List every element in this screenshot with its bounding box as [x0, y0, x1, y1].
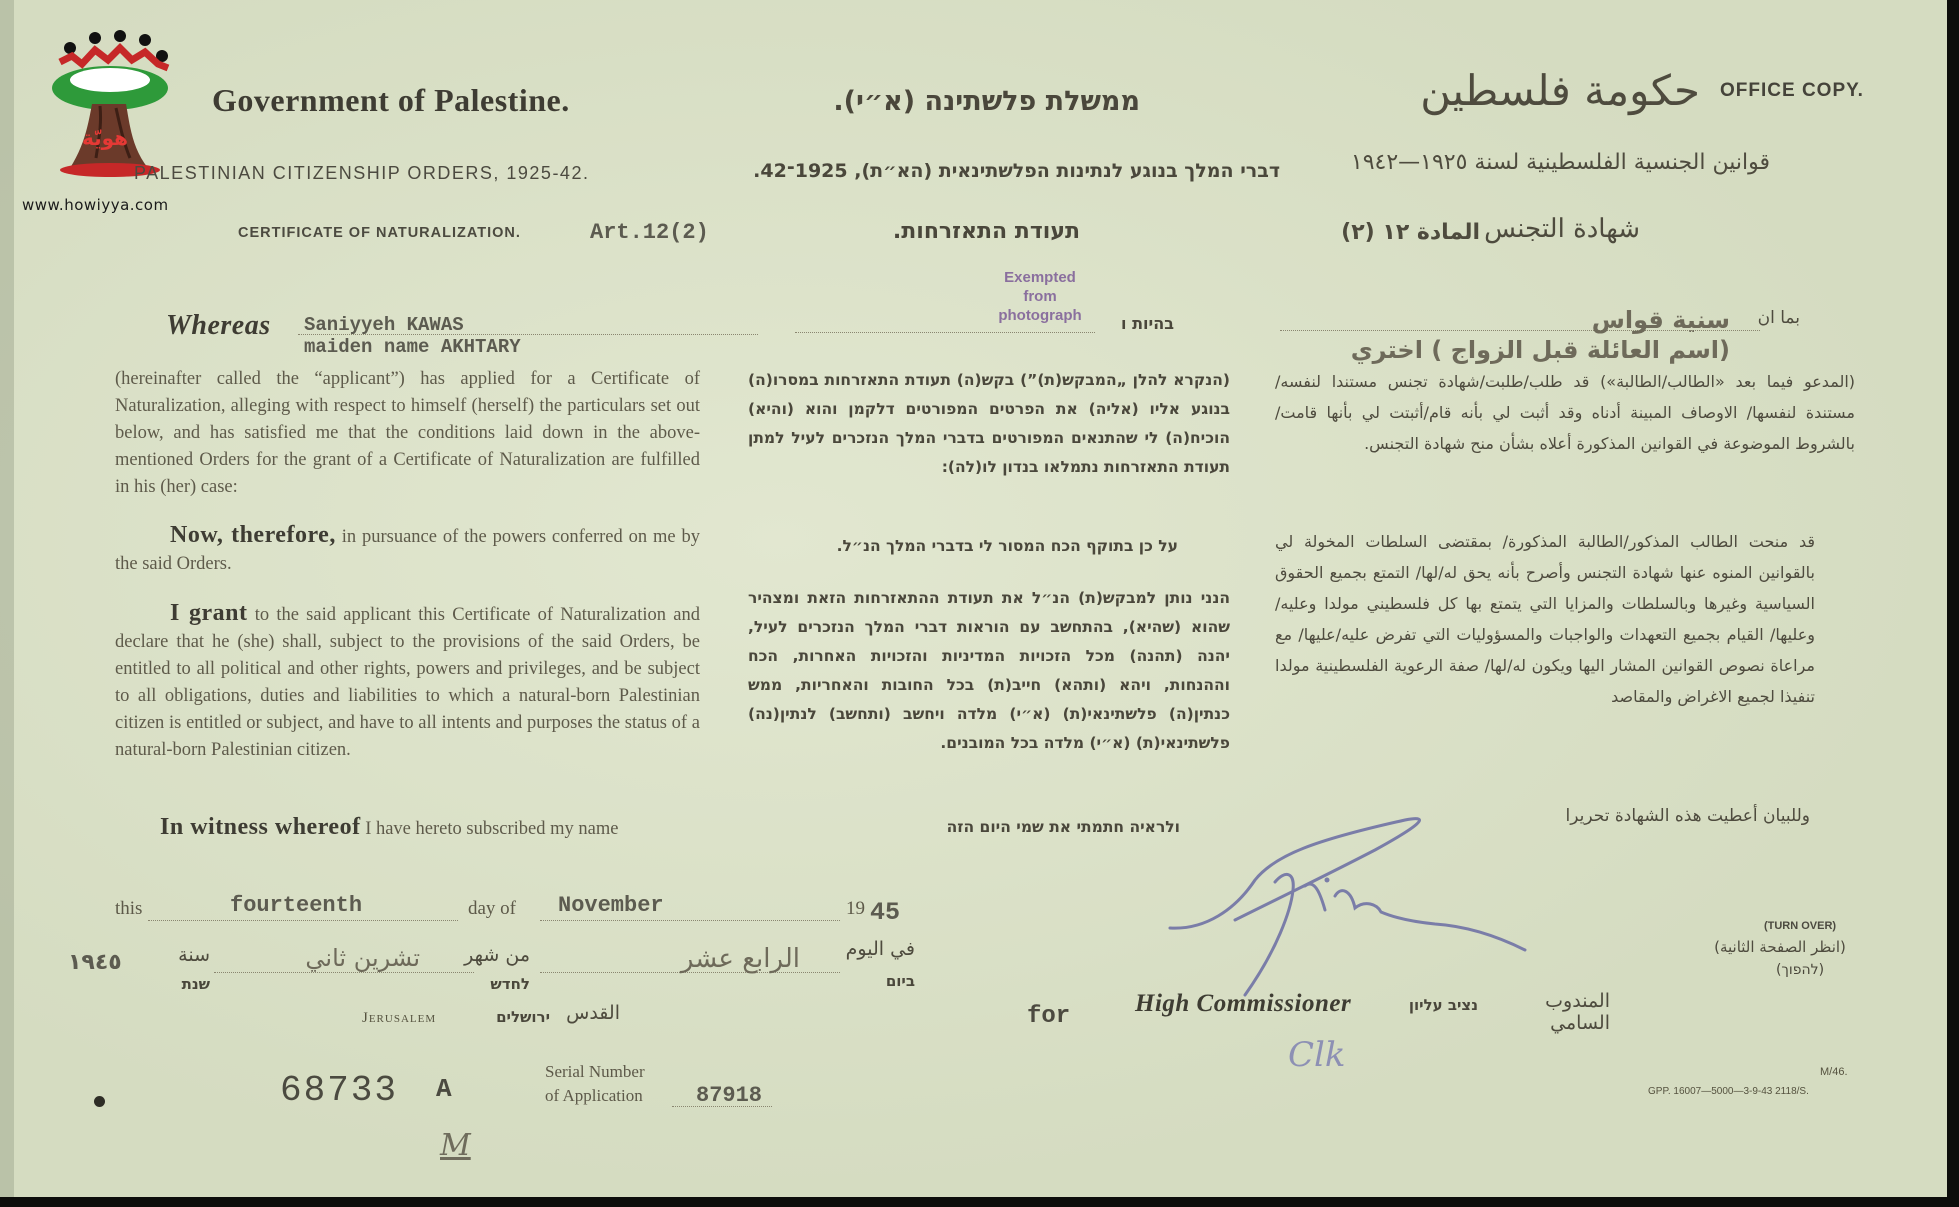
hebrew-whereas: בהיות ו: [1121, 314, 1174, 333]
title-arabic: حكومة فلسطين: [1420, 66, 1700, 115]
hebrew-paragraph-4: ולראיה חתמתי את שמי היום הזה: [946, 818, 1180, 836]
applicant-name: Saniyyeh KAWAS: [304, 314, 464, 336]
date-year-suffix: 45: [870, 898, 901, 927]
whereas-label: Whereas: [166, 310, 271, 341]
arabic-whereas: بما ان: [1757, 308, 1800, 328]
hebrew-dotted-line: [795, 332, 1095, 333]
handwritten-initial: M: [440, 1128, 471, 1163]
hebrew-paragraph-2: על כן בתוקף הכח המסור לי בדברי המלך הנ״ל.: [836, 537, 1178, 555]
orders-arabic: قوانين الجنسية الفلسطينية لسنة ١٩٢٥—١٩٤٢: [1350, 150, 1770, 175]
certificate-number: 68733: [280, 1070, 399, 1111]
arabic-fi-alyawm: في اليوم: [845, 938, 915, 960]
english-paragraph-3-text: to the said applicant this Certificate of Naturalization and declare that he (she) shall, subject to the provisions of the said Orders, be entitled to all political and other rights, powers and privileges, and be subject to all obligations, duties and liabilities to which a natural-born Palestinian citizen is entitled or subject, and have to all intents and purposes the status of a natural-born Palestinian citizen.: [115, 605, 700, 760]
hebrew-shana: שנת: [181, 975, 210, 993]
serial-label-2: of Application: [545, 1086, 643, 1105]
turn-over-english: (TURN OVER): [1763, 920, 1837, 932]
article-number: Art.12(2): [590, 220, 709, 245]
arabic-maiden-name: (اسم العائلة قبل الزواج ) اختري: [1350, 336, 1730, 364]
high-commissioner-signature: [1165, 800, 1535, 1010]
for-label: for: [1027, 1003, 1071, 1030]
date-this-label: this: [115, 898, 143, 919]
tree-logo-icon: [40, 26, 180, 186]
english-paragraph-4-text: I have hereto subscribed my name: [365, 819, 619, 839]
arabic-year: ١٩٤٥: [68, 950, 122, 975]
watermark-url: www.howiyya.com: [22, 196, 169, 214]
arabic-paragraph-1: (المدعو فيما بعد «الطالب/الطالبة») قد طلب/طلبت/شهادة تجنس مستندا لنفسه/ مستندة لنفسها/ الاوصاف المبينة أدناه وقد أثبت لي بأنه قام/أثبتت لي بأنها قامت/ بالشروط الموضوعة في القوانين المذكورة أعلاه بشأن منح شهادة التجنس.: [1275, 372, 1855, 453]
date-month: November: [558, 893, 664, 918]
date-year-prefix: 19: [846, 898, 865, 919]
certificate-title-arabic: شهادة التجنس: [1484, 214, 1640, 244]
turn-over-hebrew: (להפוך): [1775, 962, 1825, 978]
in-witness-lead: In witness whereof: [160, 814, 361, 840]
turn-over-arabic: (انظر الصفحة الثانية): [1714, 938, 1846, 956]
printer-code: GPP. 16007—5000—3-9-43 2118/S.: [1648, 1086, 1809, 1097]
arabic-month: تشرين ثاني: [305, 944, 420, 972]
ar-month-dotted-line: [214, 972, 474, 973]
office-copy-label: OFFICE COPY.: [1720, 80, 1864, 101]
arabic-day: الرابع عشر: [680, 944, 800, 974]
logo-text: هويّة: [81, 126, 129, 150]
applicant-maiden-name: maiden name AKHTARY: [304, 336, 521, 358]
hebrew-paragraph-3: הנני נותן למבקש(ת) הנ״ל את תעודת ההתאזרחות הזאת ומצהיר שהוא (שהיא), בהתחשב עם הוראות דברי המלך הנזכרים לעיל, יהנה (תהנה) מכל הזכויות המדיניות והזכויות האחרות, הכח וההנחות, ויהא (ותהא) חייב(ת) בכל החובות והאחריות, ממש כנתין(ה) פלשתינאי(ת) (א״י) מלדה ויחשב (ותחשב) לנתין(נה) פלשתינאי(ת) (א״י) מלדה בכל המובנים.: [748, 589, 1230, 752]
title-english: Government of Palestine.: [212, 82, 570, 118]
form-code: M/46.: [1820, 1066, 1848, 1078]
hebrew-bayom: ביום: [885, 972, 915, 990]
serial-label-1: Serial Number: [545, 1062, 645, 1081]
hebrew-lahodesh: לחדש: [490, 975, 530, 993]
orders-hebrew: דברי המלך בנוגע לנתינות הפלשתינאית (הא״ת), 1925־42.: [753, 160, 1280, 182]
high-commissioner-english: High Commissioner: [1135, 990, 1352, 1017]
now-therefore-lead: Now, therefore,: [170, 522, 336, 548]
english-paragraph-2: [115, 522, 700, 578]
arabic-applicant-name: سنية قواس: [1591, 306, 1730, 334]
english-paragraph-1: (hereinafter called the “applicant”) has applied for a Certificate of Naturalization, alleging with respect to himself (herself) the particulars set out below, and has satisfied me that the conditions laid down in the above-mentioned Orders for the grant of a Certificate of Naturalization are fulfilled in his (her) case:: [115, 369, 700, 497]
arabic-sana: سنة: [178, 944, 210, 966]
place-arabic: القدس: [566, 1002, 620, 1024]
exempted-stamp: [990, 268, 1090, 325]
arabic-min-shahr: من شهر: [464, 944, 530, 966]
hebrew-paragraph-1: (הנקרא להלן „המבקש(ת)”) בקש(ה) תעודת התאזרחות במסרו(ה) בנוגע אליו (אליה) את הפרטים המפורטים דלקמן והוא (והיא) הוכיח(ה) לי שהתנאים המפורטים בדברי המלך הנזכרים לעיל למתן תעודת התאזרחות נתמלאו בנדון לו(לה):: [748, 371, 1230, 476]
orders-english: PALESTINIAN CITIZENSHIP ORDERS, 1925-42.: [134, 163, 590, 183]
place-hebrew: ירושלים: [496, 1008, 550, 1026]
english-paragraph-2-text: in pursuance of the powers conferred on me by the said Orders.: [115, 527, 700, 574]
serial-number-value: 87918: [696, 1083, 763, 1108]
place-english: Jerusalem: [362, 1010, 437, 1026]
clerk-initials: Clk: [1288, 1035, 1346, 1075]
date-day-of-label: day of: [468, 898, 517, 919]
article-arabic: المادة ١٢ (٢): [1341, 220, 1480, 245]
high-commissioner-hebrew: נציב עליון: [1408, 996, 1478, 1014]
stamp-line-1: Exempted: [1004, 269, 1076, 286]
day-dotted-line: [148, 920, 458, 921]
i-grant-lead: I grant: [170, 600, 248, 626]
stamp-line-3: photograph: [998, 307, 1082, 324]
howiyya-logo: [40, 26, 180, 186]
title-hebrew: ממשלת פלשתינה (א״י).: [833, 86, 1140, 117]
arabic-paragraph-2: قد منحت الطالب المذكور/الطالبة المذكورة/ بمقتضى السلطات المخولة لي بالقوانين المنوه عنها شهادة التجنس وأصرح بأنه يحق له/لها/ التمتع بجميع الحقوق السياسية وغيرها وبالسلطات والمزايا التي يتمتع بها كل فلسطيني مولدا وعليه/وعليها/ القيام بجميع التعهدات والواجبات والمسؤوليات التي تفرض عليه/عليها/ مع مراعاة نصوص القوانين المشار اليها ويكون له/لها/ صفة الرعوية الفلسطينية مولدا تنفيذا لجميع الاغراض والمقاصد: [1275, 532, 1815, 706]
english-paragraph-4: [160, 814, 720, 843]
bullet-mark: [94, 1096, 105, 1107]
date-day: fourteenth: [230, 893, 363, 918]
certificate-title-english: CERTIFICATE OF NATURALIZATION.: [238, 225, 521, 241]
high-commissioner-arabic: المندوب السامي: [1545, 990, 1610, 1034]
english-paragraph-3: [115, 600, 700, 764]
certificate-number-suffix: A: [436, 1074, 452, 1104]
certificate-title-hebrew: תעודת התאזרחות.: [892, 219, 1080, 244]
arabic-paragraph-3: وللبيان أعطيت هذه الشهادة تحريرا: [1565, 806, 1810, 826]
stamp-line-2: from: [1023, 288, 1057, 305]
month-dotted-line: [540, 920, 840, 921]
